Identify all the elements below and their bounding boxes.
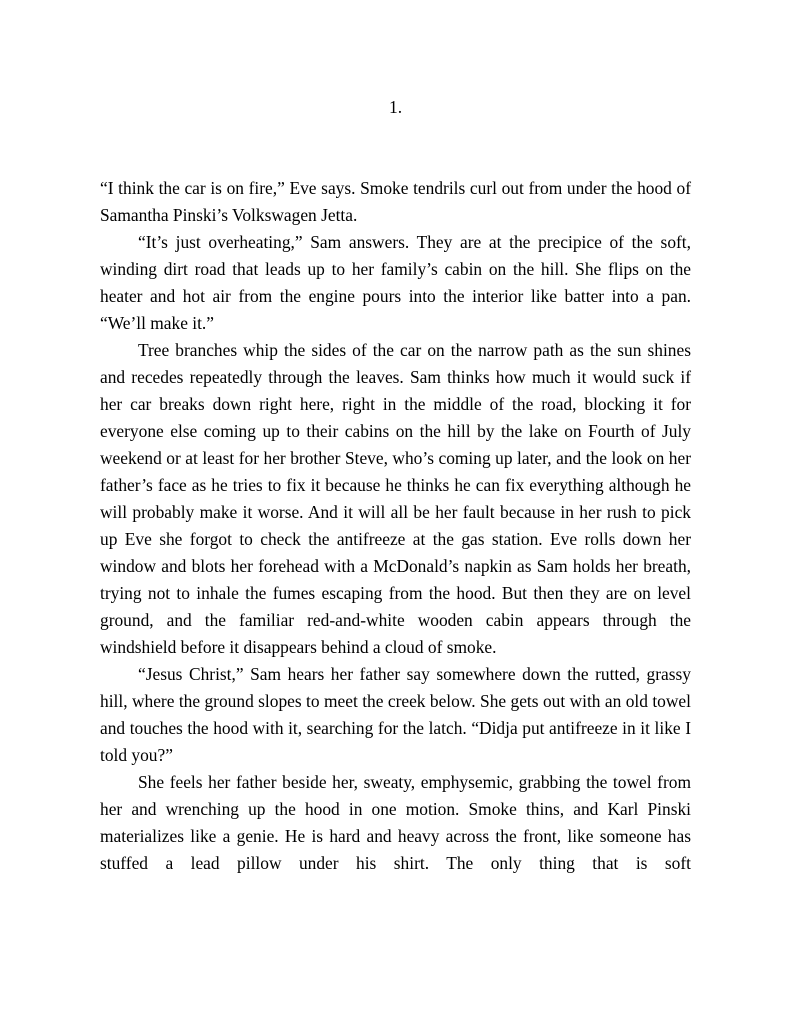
body-text — [100, 175, 691, 877]
chapter-number: 1. — [388, 97, 403, 117]
paragraph: Tree branches whip the sides of the car on the narrow path as the sun shines and recedes repeatedly through the leaves. Sam thinks how much it would suck if her car breaks down right here, right in the middle of the road, blocking it for everyone else coming up to their cabins on the hill by the lake on Fourth of July weekend or at least for her brother Steve, who’s coming up later, and the look on her father’s face as he tries to fix it because he thinks he can fix everything although he will probably make it worse. And it will all be her fault because in her rush to pick up Eve she forgot to check the antifreeze at the gas station. Eve rolls down her window and blots her forehead with a McDonald’s napkin as Sam holds her breath, trying not to inhale the fumes escaping from the hood. But then they are on level ground, and the familiar red-and-white wooden cabin appears through the windshield before it disappears behind a cloud of smoke. — [100, 340, 691, 657]
paragraph: “Jesus Christ,” Sam hears her father say somewhere down the rutted, grassy hill, where the ground slopes to meet the creek below. She gets out with an old towel and touches the hood with it, searching for the latch. “Didja put antifreeze in it like I told you?” — [100, 664, 691, 765]
paragraph: She feels her father beside her, sweaty, emphysemic, grabbing the towel from her and wrenching up the hood in one motion. Smoke thins, and Karl Pinski materializes like a genie. He is hard and heavy across the front, like someone has stuffed a lead pillow under his shirt. The only thing that is soft — [100, 772, 691, 873]
paragraph: “It’s just overheating,” Sam answers. They are at the precipice of the soft, winding dirt road that leads up to her family’s cabin on the hill. She flips on the heater and hot air from the engine pours into the interior like batter into a pan. “We’ll make it.” — [100, 232, 691, 333]
paragraph: “I think the car is on fire,” Eve says. Smoke tendrils curl out from under the hood of Samantha Pinski’s Volkswagen Jetta. — [100, 178, 691, 225]
